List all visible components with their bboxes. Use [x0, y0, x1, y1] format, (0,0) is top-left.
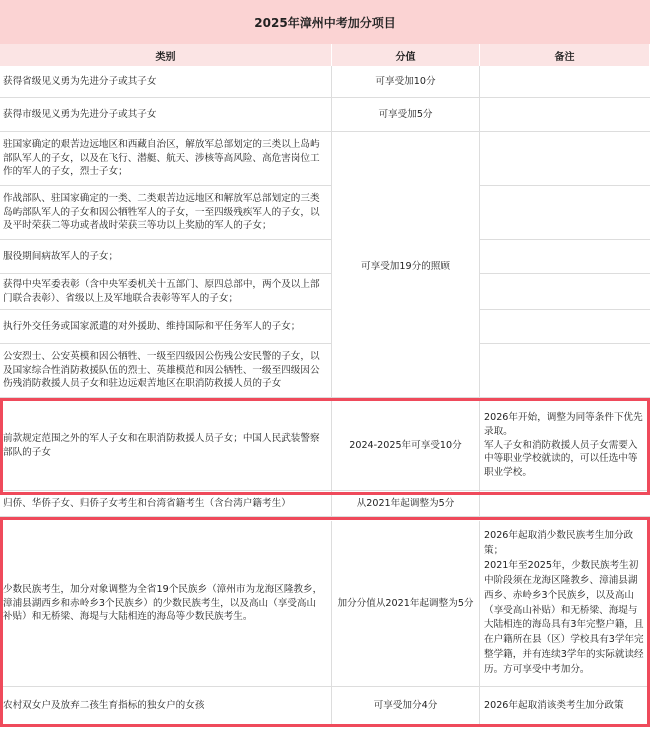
row-value: 2024-2025年可享受10分: [332, 401, 480, 490]
row-category: 公安烈士、公安英模和因公牺牲、一级至四级因公伤残公安民警的子女，以及国家综合性消防救援队伍的烈士、英雄模范和因公牺牲、一级至四级因公伤残消防救援人员子女和驻边远艰苦地区在职消防救援人员的子女: [0, 344, 332, 397]
row-value: 从2021年起调整为5分: [332, 491, 480, 516]
row-value: 可享受加分4分: [332, 687, 480, 724]
table-row: [0, 274, 650, 310]
table-row: [0, 491, 650, 517]
row-category: 作战部队、驻国家确定的一类、二类艰苦边远地区和解放军总部划定的三类岛屿部队军人的子女和因公牺牲军人的子女，一至四级残疾军人的子女，以及平时荣获二等功或者战时荣获三等功以上奖励的军人的子女；: [0, 186, 332, 239]
table-row: [0, 132, 650, 186]
row-category: 执行外交任务或国家派遣的对外援助、维持国际和平任务军人的子女；: [0, 310, 332, 343]
row-note: [480, 240, 650, 273]
row-note: 2026年起取消少数民族考生加分政策； 2021年至2025年，少数民族考生初中阶段须在龙海区隆教乡、漳浦县湖西乡、赤岭乡3个民族乡，以及高山（享受高山补贴）和无桥梁、海堤与大陆相连的海岛具有3年完整户籍，且在户籍所在县（区）学校具有3学年完整学籍，并有连续3学年的实际就读经历。方可享受中考加分。: [484, 530, 644, 675]
table-row: [0, 98, 650, 132]
table-row: [0, 66, 650, 98]
row-category: 服役期间病故军人的子女；: [0, 240, 332, 273]
row-note: 2026年开始，调整为同等条件下优先录取。 军人子女和消防救援人员子女需要入中等职业学校就读的，可以任选中等职业学校。: [484, 411, 643, 479]
row-note: [480, 310, 650, 343]
header-category: 类别: [0, 44, 332, 66]
merged-value-cell: 可享受加19分的照顾: [332, 132, 480, 398]
row-note: 2026年起取消该类考生加分政策: [484, 699, 624, 711]
row-value: 可享受加5分: [332, 98, 480, 131]
row-value: 可享受加10分: [332, 66, 480, 97]
table-title: 2025年漳州中考加分项目: [0, 0, 650, 44]
row-category: 获得省级见义勇为先进分子或其子女: [0, 66, 332, 97]
table-row: [0, 310, 650, 344]
table-row: [0, 344, 650, 398]
table-row: [0, 521, 650, 687]
row-category: 获得中央军委表彰（含中央军委机关十五部门、原四总部中，两个及以上部门联合表彰）、省级以上及军地联合表彰等军人的子女；: [0, 274, 332, 309]
table-row: [0, 687, 650, 725]
header-value: 分值: [332, 44, 480, 66]
row-category: 少数民族考生，加分对象调整为全省19个民族乡（漳州市为龙海区隆教乡，漳浦县湖西乡和赤岭乡3个民族乡）的少数民族考生，以及高山（享受高山补贴）和无桥梁、海堤与大陆相连的海岛等少数民族考生。: [0, 521, 332, 686]
header-note: 备注: [480, 44, 650, 66]
table-row: [0, 186, 650, 240]
table-header: [0, 44, 650, 66]
row-note: [480, 344, 650, 397]
row-note: [480, 186, 650, 239]
row-category: 前款规定范围之外的军人子女和在职消防救援人员子女；中国人民武装警察部队的子女: [0, 401, 332, 490]
row-category: 归侨、华侨子女、归侨子女考生和台湾省籍考生（含台湾户籍考生）: [0, 491, 332, 516]
row-category: 驻国家确定的艰苦边远地区和西藏自治区，解放军总部划定的三类以上岛屿部队军人的子女，以及在飞行、潜艇、航天、涉核等高风险、高危害岗位工作的军人的子女，烈士子女；: [0, 132, 332, 185]
row-note: [480, 274, 650, 309]
row-note: [480, 66, 650, 97]
row-category: 农村双女户及放弃二孩生育指标的独女户的女孩: [0, 687, 332, 724]
table-row: [0, 240, 650, 274]
row-note: [480, 132, 650, 185]
row-category: 获得市级见义勇为先进分子或其子女: [0, 98, 332, 131]
table-row: [0, 401, 650, 491]
row-note: [480, 491, 650, 516]
row-value: 加分分值从2021年起调整为5分: [332, 521, 480, 686]
row-note: [480, 98, 650, 131]
